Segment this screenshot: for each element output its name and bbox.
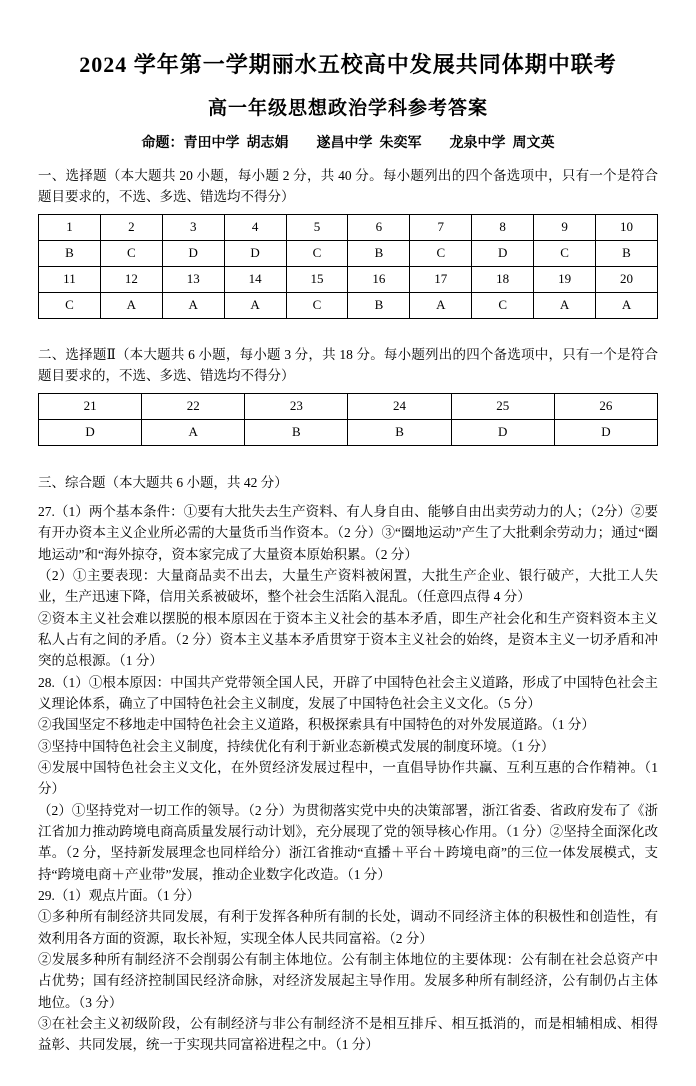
table-cell: B xyxy=(39,240,101,266)
table-cell: 5 xyxy=(286,214,348,240)
table-cell: D xyxy=(39,419,142,445)
answer-paragraph: ②资本主义社会难以摆脱的根本原因在于资本主义社会的基本矛盾，即生产社会化和生产资料资本主义私人占有之间的矛盾。（2 分）资本主义基本矛盾贯穿于资本主义社会的始终，是资本主义一切矛盾和冲突的总根源。（1 分） xyxy=(38,610,658,669)
table-row xyxy=(39,393,658,419)
table-cell: 18 xyxy=(472,266,534,292)
table-cell: C xyxy=(39,292,101,318)
table-cell: B xyxy=(348,292,410,318)
table-cell: 1 xyxy=(39,214,101,240)
section1-heading: 一、选择题（本大题共 20 小题，每小题 2 分，共 40 分。每小题列出的四个备选项中，只有一个是符合题目要求的，不选、多选、错选均不得分） xyxy=(38,168,658,204)
answer-paragraph: 29.（1）观点片面。（1 分） xyxy=(38,887,200,903)
table-cell: A xyxy=(596,292,658,318)
table-cell: 20 xyxy=(596,266,658,292)
table-cell: A xyxy=(142,419,245,445)
table-cell: D xyxy=(224,240,286,266)
table-cell: B xyxy=(596,240,658,266)
table-cell: 3 xyxy=(162,214,224,240)
table-row xyxy=(39,419,658,445)
table-cell: C xyxy=(286,292,348,318)
table-cell: 11 xyxy=(39,266,101,292)
table-cell: 21 xyxy=(39,393,142,419)
table-cell: A xyxy=(410,292,472,318)
page-subtitle: 高一年级思想政治学科参考答案 xyxy=(207,98,488,119)
table-cell: D xyxy=(451,419,554,445)
table-cell: D xyxy=(472,240,534,266)
table-cell: 8 xyxy=(472,214,534,240)
table-row xyxy=(39,214,658,240)
table-cell: 22 xyxy=(142,393,245,419)
answer-paragraph: （2）①主要表现：大量商品卖不出去，大量生产资料被闲置，大批生产企业、银行破产，大批工人失业，生产迅速下降，信用关系被破坏，整个社会生活陷入混乱。（任意四点得 4 分） xyxy=(38,568,658,605)
table-cell: B xyxy=(348,419,451,445)
table-row xyxy=(39,266,658,292)
section2-heading: 二、选择题Ⅱ（本大题共 6 小题，每小题 3 分，共 18 分。每小题列出的四个备选项中，只有一个是符合题目要求的，不选、多选、错选均不得分） xyxy=(38,346,658,383)
table-cell: A xyxy=(224,292,286,318)
answer-paragraph: （2）①坚持党对一切工作的领导。（2 分）为贯彻落实党中央的决策部署，浙江省委、省政府发布了《浙江省加力推动跨境电商高质量发展行动计划》，充分展现了党的领导核心作用。（1 分）②坚持全面深化改革。（2 分，坚持新发展理念也同样给分）浙江省推动“直播＋平台＋跨境电商”的三位一体发展模式，支持“跨境电商＋产业带”发展，推动企业数字化改造。（1 分） xyxy=(38,802,658,882)
answer-table-1-body xyxy=(39,214,658,318)
table-cell: 26 xyxy=(554,393,657,419)
table-cell: 17 xyxy=(410,266,472,292)
table-row xyxy=(39,240,658,266)
table-cell: 24 xyxy=(348,393,451,419)
table-cell: A xyxy=(162,292,224,318)
answer-paragraph: ③在社会主义初级阶段，公有制经济与非公有制经济不是相互排斥、相互抵消的，而是相辅相成、相得益彰、共同发展，统一于实现共同富裕进程之中。（1 分） xyxy=(38,1015,658,1053)
table-cell: 6 xyxy=(348,214,410,240)
table-row xyxy=(39,292,658,318)
table-cell: 9 xyxy=(534,214,596,240)
table-cell: 25 xyxy=(451,393,554,419)
table-cell: 10 xyxy=(596,214,658,240)
page-title: 2024 学年第一学期丽水五校高中发展共同体期中联考 xyxy=(79,52,617,77)
table-cell: 7 xyxy=(410,214,472,240)
table-cell: 15 xyxy=(286,266,348,292)
table-cell: C xyxy=(286,240,348,266)
answer-paragraph: 27.（1）两个基本条件：①要有大批失去生产资料、有人身自由、能够自由出卖劳动力的人；（2分）②要有开办资本主义企业所必需的大量货币当作资本。（2 分）③“圈地运动”产生了大批剩余劳动力；通过“圈地运动”和“海外掠夺，资本家完成了大量资本原始积累。（2 分） xyxy=(38,504,658,562)
table-cell: C xyxy=(472,292,534,318)
table-cell: 16 xyxy=(348,266,410,292)
table-cell: 23 xyxy=(245,393,348,419)
table-cell: C xyxy=(534,240,596,266)
table-cell: B xyxy=(348,240,410,266)
table-cell: B xyxy=(245,419,348,445)
answer-paragraph: 28.（1）①根本原因：中国共产党带领全国人民，开辟了中国特色社会主义道路，形成了中国特色社会主义理论体系，确立了中国特色社会主义制度，发展了中国特色社会主义文化。（5 分） xyxy=(38,674,658,711)
section3-heading: 三、综合题（本大题共 6 小题，共 42 分） xyxy=(38,474,288,490)
table-cell: D xyxy=(162,240,224,266)
table-cell: 19 xyxy=(534,266,596,292)
answers-container xyxy=(38,501,658,1056)
table-cell: A xyxy=(534,292,596,318)
table-cell: 12 xyxy=(100,266,162,292)
table-cell: 13 xyxy=(162,266,224,292)
answer-paragraph: ②我国坚定不移地走中国特色社会主义道路，积极探索具有中国特色的对外发展道路。（1 分） xyxy=(38,717,595,733)
answer-paragraph: ④发展中国特色社会主义文化，在外贸经济发展过程中，一直倡导协作共赢、互利互惠的合作精神。（1 分） xyxy=(38,759,658,797)
table-cell: 14 xyxy=(224,266,286,292)
authors-line: 命题：青田中学 胡志娟 遂昌中学 朱奕军 龙泉中学 周文英 xyxy=(141,136,555,151)
answer-paragraph: ②发展多种所有制经济不会削弱公有制主体地位。公有制主体地位的主要体现：公有制在社会总资产中占优势；国有经济控制国民经济命脉，对经济发展起主导作用。发展多种所有制经济，公有制仍占主体地位。（3 分） xyxy=(38,951,658,1010)
answer-table-2 xyxy=(38,393,658,446)
answer-table-1 xyxy=(38,214,658,319)
answer-table-2-body xyxy=(39,393,658,445)
table-cell: D xyxy=(554,419,657,445)
table-cell: C xyxy=(410,240,472,266)
table-cell: C xyxy=(100,240,162,266)
table-cell: 4 xyxy=(224,214,286,240)
answer-paragraph: ③坚持中国特色社会主义制度，持续优化有利于新业态新模式发展的制度环境。（1 分） xyxy=(38,738,555,754)
answer-paragraph: ①多种所有制经济共同发展，有利于发挥各种所有制的长处，调动不同经济主体的积极性和创造性，有效利用各方面的资源，取长补短，实现全体人民共同富裕。（2 分） xyxy=(38,909,658,946)
table-cell: 2 xyxy=(100,214,162,240)
table-cell: A xyxy=(100,292,162,318)
